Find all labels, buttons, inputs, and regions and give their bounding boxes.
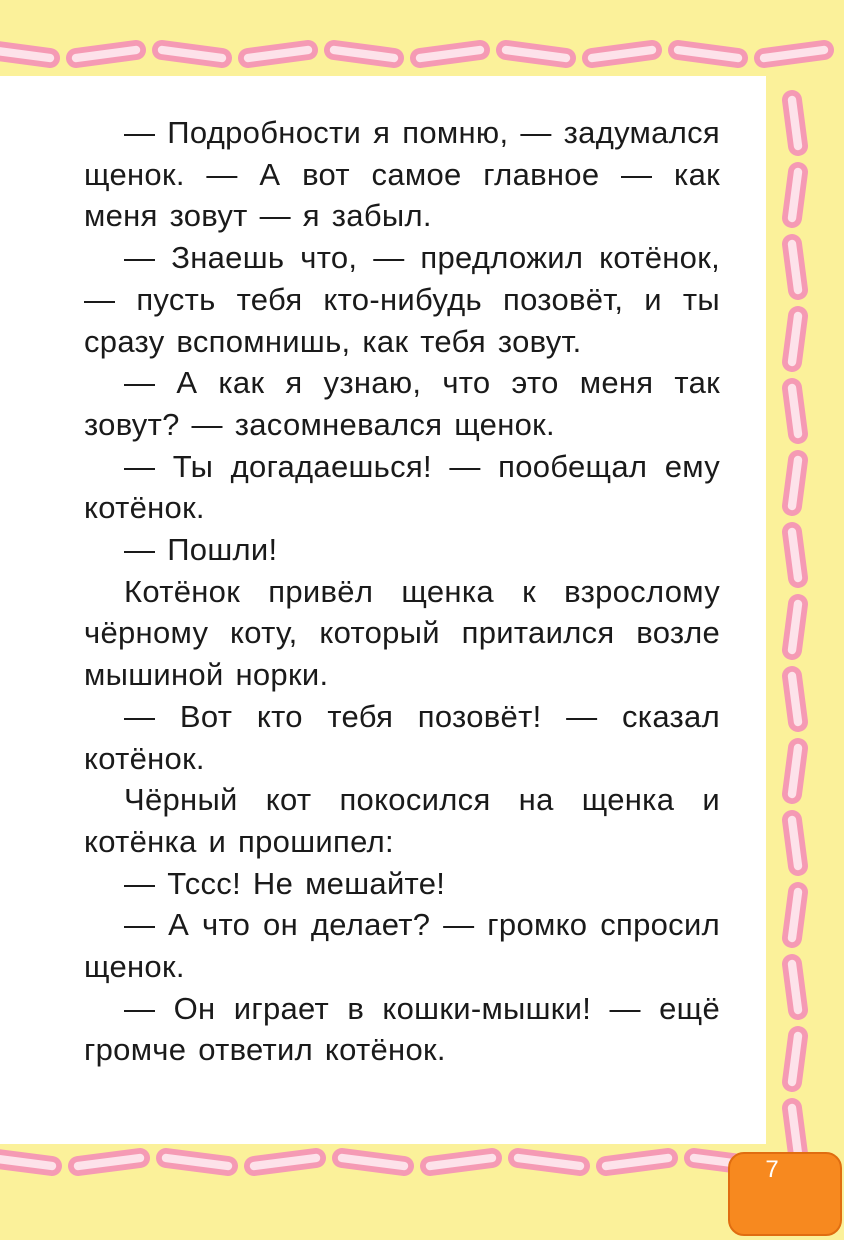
bead [792,964,798,1010]
bead [792,532,798,578]
paragraph-4: — Ты догадаешься! — пообещал ему котёнок. [84,448,720,526]
bead [606,1158,668,1166]
page-number-badge [728,1152,842,1236]
bead [334,50,394,58]
paragraph-7: — Вот кто тебя позовёт! — сказал котёнок. [84,698,720,776]
bead [792,820,798,866]
bead [248,50,308,58]
bead [792,748,798,794]
bead [792,100,798,146]
bead [792,172,798,218]
paragraph-2: — Знаешь что, — предложил котёнок, — пусть тебя кто-нибудь позовёт, и ты сразу вспомнишь, как тебя зовут. [84,240,720,359]
paragraph-8: Чёрный кот покосился на щенка и котёнка и прошипел: [84,782,720,859]
paragraph-10: — А что он делает? — громко спросил щенок. [84,907,720,985]
bead [764,50,824,58]
bead [0,50,50,58]
bead [792,892,798,938]
bead [162,50,222,58]
bead [792,316,798,362]
bead [518,1158,580,1166]
bead [76,50,136,58]
bead [430,1158,492,1166]
paragraph-3: — А как я узнаю, что это меня так зовут? — засомневался щенок. [84,365,720,442]
bead [792,388,798,434]
bead [78,1158,140,1166]
paragraph-9: — Тссс! Не мешайте! [124,865,446,901]
bead [420,50,480,58]
paragraph-11: — Он играет в кошки-мышки! — ещё громче ответил котёнок. [84,990,720,1068]
paragraph-6: Котёнок привёл щенка к взрослому чёрному коту, который притаился возле мышиной норки. [84,573,720,693]
paragraph-1: — Подробности я помню, — задумался щенок. — А вот самое главное — как меня зовут — я забыл. [84,115,720,234]
bead [792,1036,798,1082]
story-text [84,112,720,1071]
bead [792,244,798,290]
bead [592,50,652,58]
bead [792,676,798,722]
paragraph-5: — Пошли! [124,532,278,568]
page-number: 7 [765,1156,779,1183]
bead [254,1158,316,1166]
bead [678,50,738,58]
bead [792,1108,798,1154]
bead [792,460,798,506]
bead [792,604,798,650]
bead [342,1158,404,1166]
bead [166,1158,228,1166]
bead [0,1158,52,1166]
bead [506,50,566,58]
